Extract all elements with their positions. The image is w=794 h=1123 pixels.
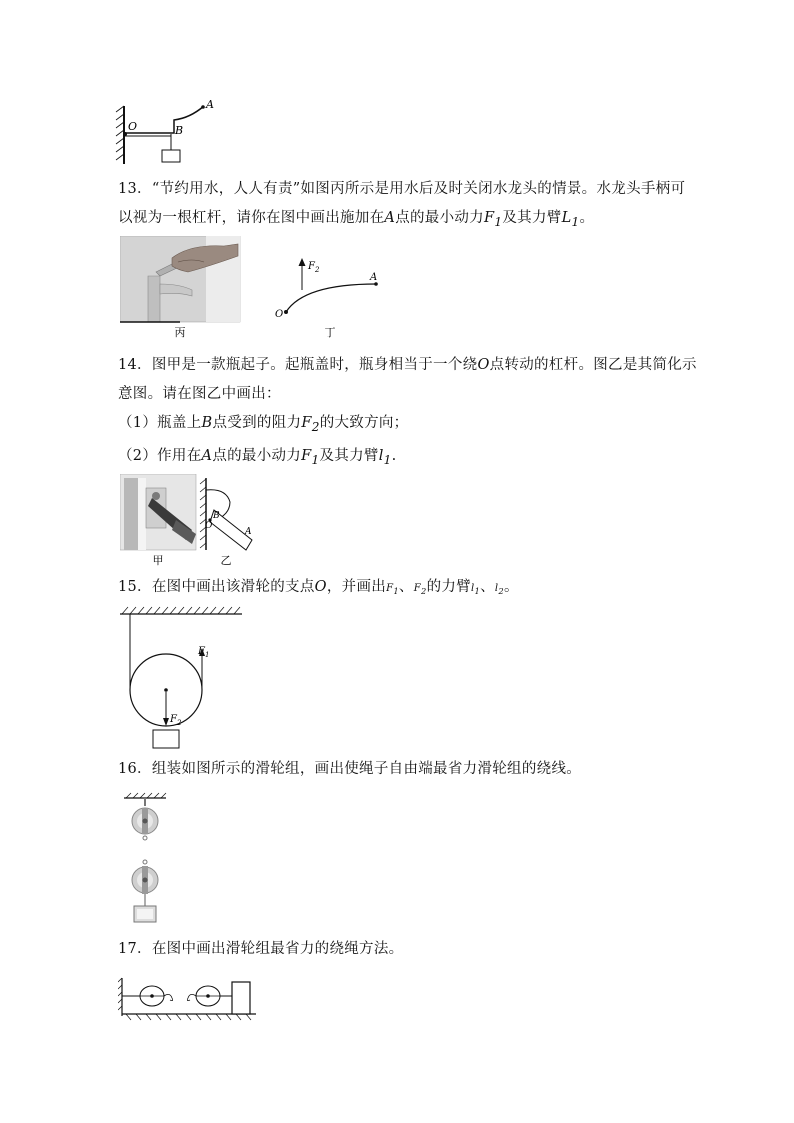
pulley-block-figure bbox=[120, 792, 180, 926]
faucet-photo bbox=[120, 236, 242, 340]
lever-diagram-ding bbox=[270, 254, 390, 342]
question-17: 17．在图中画出滑轮组最省力的绕绳方法。 bbox=[118, 941, 404, 957]
question-14 bbox=[118, 351, 698, 475]
caption-yi: 乙 bbox=[220, 554, 232, 567]
fig14-label-A: A bbox=[245, 527, 252, 537]
bottle-opener-photo bbox=[120, 474, 200, 568]
fig15-label-F1: $F_1$ bbox=[198, 646, 210, 659]
question-14-item-2: （2）作用在A点的最小动力$F_1$及其力臂$l_1$. bbox=[118, 447, 397, 467]
fig14-label-B: B bbox=[213, 511, 220, 521]
question-13: 13．“节约用水，人人有责”如图丙所示是用水后及时关闭水龙头的情景。水龙头手柄可以视为一根杠杆，请你在图中画出施加在A点的最小动力$F_1$及其力臂$L_1$。 bbox=[118, 181, 686, 229]
question-14-intro: 14．图甲是一款瓶起子。起瓶盖时，瓶身相当于一个绕O点转动的杠杆。图乙是其简化示意图。请在图乙中画出： bbox=[118, 357, 697, 402]
horizontal-pulley-figure bbox=[118, 974, 258, 1022]
fig14-label-O: O bbox=[205, 521, 213, 531]
fig13-label-F: $F_2$ bbox=[308, 261, 320, 274]
lever-wall-figure bbox=[112, 100, 232, 168]
fig12-label-O: O bbox=[128, 120, 138, 133]
caption-ding: 丁 bbox=[324, 326, 336, 339]
fig13-label-A: A bbox=[370, 272, 378, 283]
caption-bing: 丙 bbox=[174, 326, 186, 339]
question-14-item-1: （1）瓶盖上B点受到的阻力$F_2$的大致方向； bbox=[118, 415, 409, 434]
fig12-label-A: A bbox=[206, 100, 214, 111]
bottle-opener-diagram bbox=[196, 474, 264, 568]
question-16: 16．组装如图所示的滑轮组，画出使绳子自由端最省力滑轮组的绕线。 bbox=[118, 761, 582, 777]
single-pulley-figure bbox=[118, 604, 248, 752]
fig13-label-O: O bbox=[275, 309, 284, 320]
question-15: 15．在图中画出该滑轮的支点O，并画出$F_1$、$F_2$的力臂$l_1$、$l_2$。 bbox=[118, 579, 519, 596]
fig12-label-B: B bbox=[175, 124, 184, 137]
caption-jia: 甲 bbox=[152, 554, 164, 567]
fig15-label-F2: $F_2$ bbox=[170, 714, 182, 727]
